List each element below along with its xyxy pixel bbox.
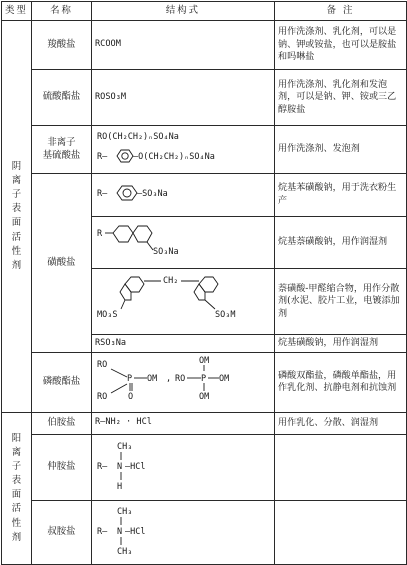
om-text: OM bbox=[147, 374, 158, 384]
type-char: 剂 bbox=[11, 531, 22, 543]
ring-circle bbox=[122, 153, 128, 159]
sulfonate-group-text: —SO₃Na bbox=[137, 188, 168, 199]
nonionic-sulfate-structure bbox=[95, 127, 271, 167]
formula-phosphate bbox=[92, 353, 275, 413]
type-char: 活 bbox=[11, 503, 22, 515]
type-char: 性 bbox=[11, 245, 22, 257]
type-char: 离 bbox=[11, 447, 22, 459]
name-phosphate: 磷酸酯盐 bbox=[32, 353, 92, 413]
right-sulfonate-text: SO₃M bbox=[215, 310, 236, 321]
naphthalene-ring bbox=[120, 284, 131, 300]
bond-line bbox=[205, 300, 215, 309]
r-group-text: R— bbox=[97, 188, 108, 199]
r-group-text: R bbox=[97, 229, 103, 240]
r-group-text: R— bbox=[97, 526, 108, 537]
name-sulfonate: 磺酸盐 bbox=[32, 174, 92, 353]
methyl-text: CH₃ bbox=[117, 506, 133, 517]
left-sulfonate-text: MO₃S bbox=[97, 310, 118, 321]
name-nonionic-sulfate bbox=[32, 126, 92, 174]
ring-circle bbox=[123, 189, 131, 197]
type-char: 表 bbox=[11, 475, 22, 487]
type-char: 表 bbox=[11, 203, 22, 215]
type-char: 活 bbox=[11, 231, 22, 243]
note-carboxylate: 用作洗涤剂、乳化剂，可以是钠、钾或铵盐，也可以是胺盐和吗啉盐 bbox=[275, 21, 407, 70]
bond-line bbox=[121, 300, 125, 309]
alkoxy-text: RO bbox=[175, 374, 186, 384]
header-type: 类型 bbox=[2, 2, 32, 21]
note-alkylbenzene-sulfonate: 烷基苯磺酸钠，用于洗衣粉生产 bbox=[275, 174, 407, 217]
name-line: 非离子 bbox=[47, 136, 76, 148]
type-char: 子 bbox=[11, 461, 22, 473]
bond-line bbox=[111, 369, 127, 377]
formula-carboxylate: RCOOM bbox=[92, 21, 275, 70]
r-group-text: R— bbox=[97, 461, 108, 472]
naphthalene-ring bbox=[194, 284, 205, 300]
r-group-text: R— bbox=[97, 152, 108, 163]
note-secondary-amine bbox=[275, 434, 407, 500]
type-char: 阳 bbox=[11, 432, 22, 444]
naphthalene-ring-right bbox=[133, 226, 152, 242]
hydrogen-text: H bbox=[117, 481, 123, 492]
naphthalene-ring-left bbox=[113, 226, 133, 242]
methyl-text: CH₃ bbox=[117, 546, 133, 557]
hcl-text: —HCl bbox=[125, 526, 146, 537]
alkylbenzene-structure bbox=[95, 177, 271, 209]
name-line: 基硫酸盐 bbox=[42, 149, 81, 161]
type-char: 离 bbox=[11, 175, 22, 187]
header-notes: 备 注 bbox=[275, 2, 407, 21]
formula-alkylbenzene-sulfonate bbox=[92, 174, 275, 217]
formula-sulfate: ROSO₃M bbox=[92, 70, 275, 126]
row-nonionic-sulfate bbox=[2, 126, 407, 174]
name-tertiary-amine: 叔胺盐 bbox=[32, 500, 92, 564]
header-structure: 结构式 bbox=[92, 2, 275, 21]
nitrogen-text: N bbox=[117, 461, 123, 472]
row-sulfonate-1 bbox=[2, 174, 407, 217]
benzene-ring bbox=[117, 150, 133, 162]
methyl-text: CH₃ bbox=[117, 441, 133, 452]
type-char: 性 bbox=[11, 517, 22, 529]
formula-naphthalene-formaldehyde bbox=[92, 269, 275, 335]
note-tertiary-amine bbox=[275, 500, 407, 564]
formula-text: RO(CH₂CH₂)ₙSO₄Na bbox=[97, 132, 179, 143]
row-sulfate bbox=[2, 70, 407, 126]
formula-primary-amine: R—NH₂ · HCl bbox=[92, 412, 275, 434]
naphthalene-structure bbox=[95, 218, 271, 262]
note-sulfate: 用作洗涤剂、乳化剂和发泡剂，可以是钠、钾、铵或三乙醇胺盐 bbox=[275, 70, 407, 126]
surfactant-table bbox=[1, 1, 407, 565]
note-naphthalene-formaldehyde: 萘磺酸-甲醛缩合物，用作分散剂(水泥、胶片工业，电镀添加剂 bbox=[275, 269, 407, 335]
formula-secondary-amine bbox=[92, 434, 275, 500]
header-name: 名称 bbox=[32, 2, 92, 21]
row-secondary-amine bbox=[2, 434, 407, 500]
note-nonionic-sulfate: 用作洗涤剂、发泡剂 bbox=[275, 126, 407, 174]
sulfonate-group-text: SO₃Na bbox=[153, 247, 179, 258]
formula-alkyl-sulfonate: RSO₃Na bbox=[92, 335, 275, 353]
oxygen-text: O bbox=[128, 392, 134, 402]
note-alkyl-sulfonate: 烷基磺酸钠，用作润湿剂 bbox=[275, 335, 407, 353]
type-anionic bbox=[2, 21, 32, 413]
type-char: 剂 bbox=[11, 259, 22, 271]
note-phosphate: 磷酸双酯盐，磷酸单酯盐，用作乳化剂、抗静电剂和抗蚀剂 bbox=[275, 353, 407, 413]
ether-chain-text: —O(CH₂CH₂)ₙSO₄Na bbox=[133, 152, 215, 163]
phosphorus-text: P bbox=[127, 374, 133, 384]
methylene-text: CH₂ bbox=[163, 276, 179, 287]
header-row bbox=[2, 2, 407, 21]
name-primary-amine: 伯胺盐 bbox=[32, 412, 92, 434]
benzene-ring bbox=[117, 186, 137, 200]
row-primary-amine bbox=[2, 412, 407, 434]
tertiary-amine-structure bbox=[95, 501, 271, 559]
name-sulfate: 硫酸酯盐 bbox=[32, 70, 92, 126]
om-text: OM bbox=[199, 392, 210, 402]
row-phosphate bbox=[2, 353, 407, 413]
note-alkylnaphthalene-sulfonate: 烷基萘磺酸钠，用作润湿剂 bbox=[275, 217, 407, 269]
hcl-text: —HCl bbox=[125, 461, 146, 472]
name-carboxylate: 羧酸盐 bbox=[32, 21, 92, 70]
type-char: 子 bbox=[11, 189, 22, 201]
om-text: OM bbox=[199, 356, 210, 366]
alkoxy-text: RO bbox=[97, 392, 108, 402]
formula-alkylnaphthalene-sulfonate bbox=[92, 217, 275, 269]
phosphorus-text: P bbox=[201, 374, 207, 384]
secondary-amine-structure bbox=[95, 435, 271, 495]
formula-tertiary-amine bbox=[92, 500, 275, 564]
om-text: OM bbox=[219, 374, 230, 384]
nitrogen-text: N bbox=[117, 526, 123, 537]
row-tertiary-amine bbox=[2, 500, 407, 564]
row-carboxylate bbox=[2, 21, 407, 70]
type-cationic bbox=[2, 412, 32, 564]
comma-separator: , bbox=[166, 374, 172, 384]
name-secondary-amine: 仲胺盐 bbox=[32, 434, 92, 500]
type-char: 阴 bbox=[11, 160, 22, 172]
type-char: 面 bbox=[11, 489, 22, 501]
naphthalene-ring bbox=[199, 277, 218, 292]
formula-nonionic-sulfate bbox=[92, 126, 275, 174]
alkoxy-text: RO bbox=[97, 360, 108, 370]
naphthalene-ring bbox=[125, 277, 144, 292]
condensate-structure bbox=[95, 269, 271, 329]
bond-line bbox=[111, 384, 127, 393]
note-primary-amine: 用作乳化、分散、润湿剂 bbox=[275, 412, 407, 434]
type-char: 面 bbox=[11, 217, 22, 229]
phosphate-structure bbox=[95, 353, 271, 407]
